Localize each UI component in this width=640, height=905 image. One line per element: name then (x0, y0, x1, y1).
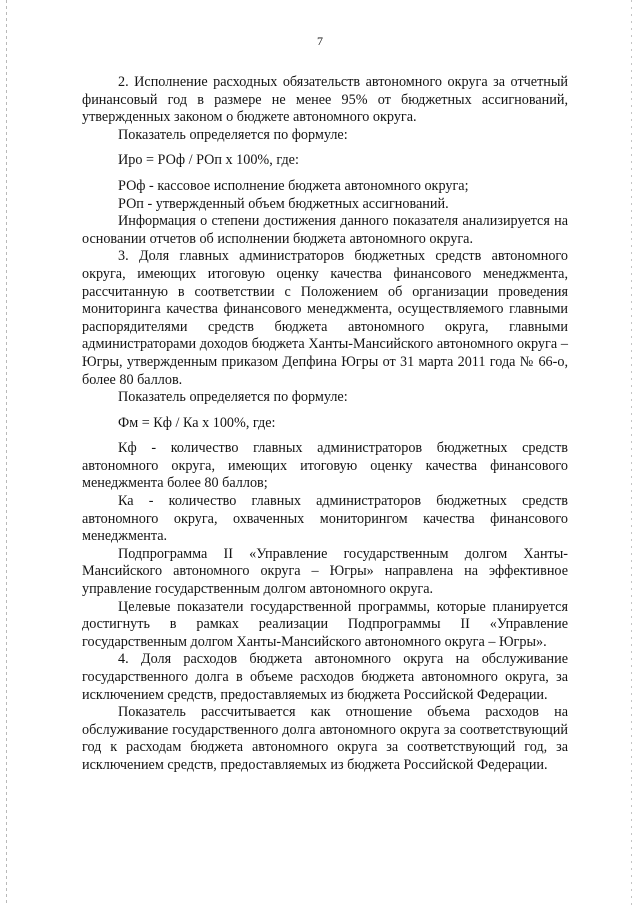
scan-edge-left (6, 0, 7, 905)
paragraph-item-4: 4. Доля расходов бюджета автономного округа на обслуживание государственного долга в объеме расходов бюджета автономного округа, за исключением средств, предоставляемых из бюджета Российской Федерации. (82, 651, 568, 703)
paragraph-target-indicators: Целевые показатели государственной программы, которые планируется достигнуть в рамках реализации Подпрограммы II «Управление государственным долгом Ханты-Мансийского автономного округа – Югры». (82, 598, 568, 650)
paragraph-item-3: 3. Доля главных администраторов бюджетных средств автономного округа, имеющих итоговую оценку качества финансового менеджмента, рассчитанную в соответствии с Положением об организации проведения мониторинга качества финансового менеджмента, осуществляемого главными распорядителями средств бюджета автономного округа, главными администраторами доходов бюджета Ханты-Мансийского автономного округа – Югры, утвержденным приказом Депфина Югры от 31 марта 2011 года № 66-о, более 80 баллов. (82, 248, 568, 388)
paragraph-subprogram-2: Подпрограмма II «Управление государственным долгом Ханты-Мансийского автономного округа – Югры» направлена на эффективное управление государственным долгом автономного округа. (82, 545, 568, 598)
definition-kf: Кф - количество главных администраторов бюджетных средств автономного округа, имеющих итоговую оценку качества финансового менеджмента более 80 баллов; (82, 440, 568, 492)
definition-ka: Ка - количество главных администраторов бюджетных средств автономного округа, охваченных мониторингом качества финансового менеджмента. (82, 493, 568, 545)
formula-fm: Фм = Кф / Ка x 100%, где: (118, 414, 276, 431)
paragraph-formula-intro-1: Показатель определяется по формуле: (118, 126, 348, 143)
paragraph-item-2: 2. Исполнение расходных обязательств автономного округа за отчетный финансовый год в размере не менее 95% от бюджетных ассигнований, утвержденных законом о бюджете автономного округа. (82, 74, 568, 126)
paragraph-indicator-calculation: Показатель рассчитывается как отношение объема расходов на обслуживание государственного долга автономного округа за соответствующий год к расходам бюджета автономного округа за соответствующий год, за исключением средств, предоставляемых из бюджета Российской Федерации. (82, 704, 568, 773)
page-number: 7 (317, 34, 323, 48)
scan-edge-right (631, 0, 632, 905)
paragraph-formula-intro-2: Показатель определяется по формуле: (118, 389, 348, 406)
definition-rop: РОп - утвержденный объем бюджетных ассигнований. (118, 195, 449, 212)
paragraph-information: Информация о степени достижения данного показателя анализируется на основании отчетов об исполнении бюджета автономного округа. (82, 213, 568, 247)
formula-iro: Иро = РОф / РОп x 100%, где: (118, 152, 299, 169)
definition-rof: РОф - кассовое исполнение бюджета автономного округа; (118, 177, 469, 194)
document-body (82, 74, 568, 775)
